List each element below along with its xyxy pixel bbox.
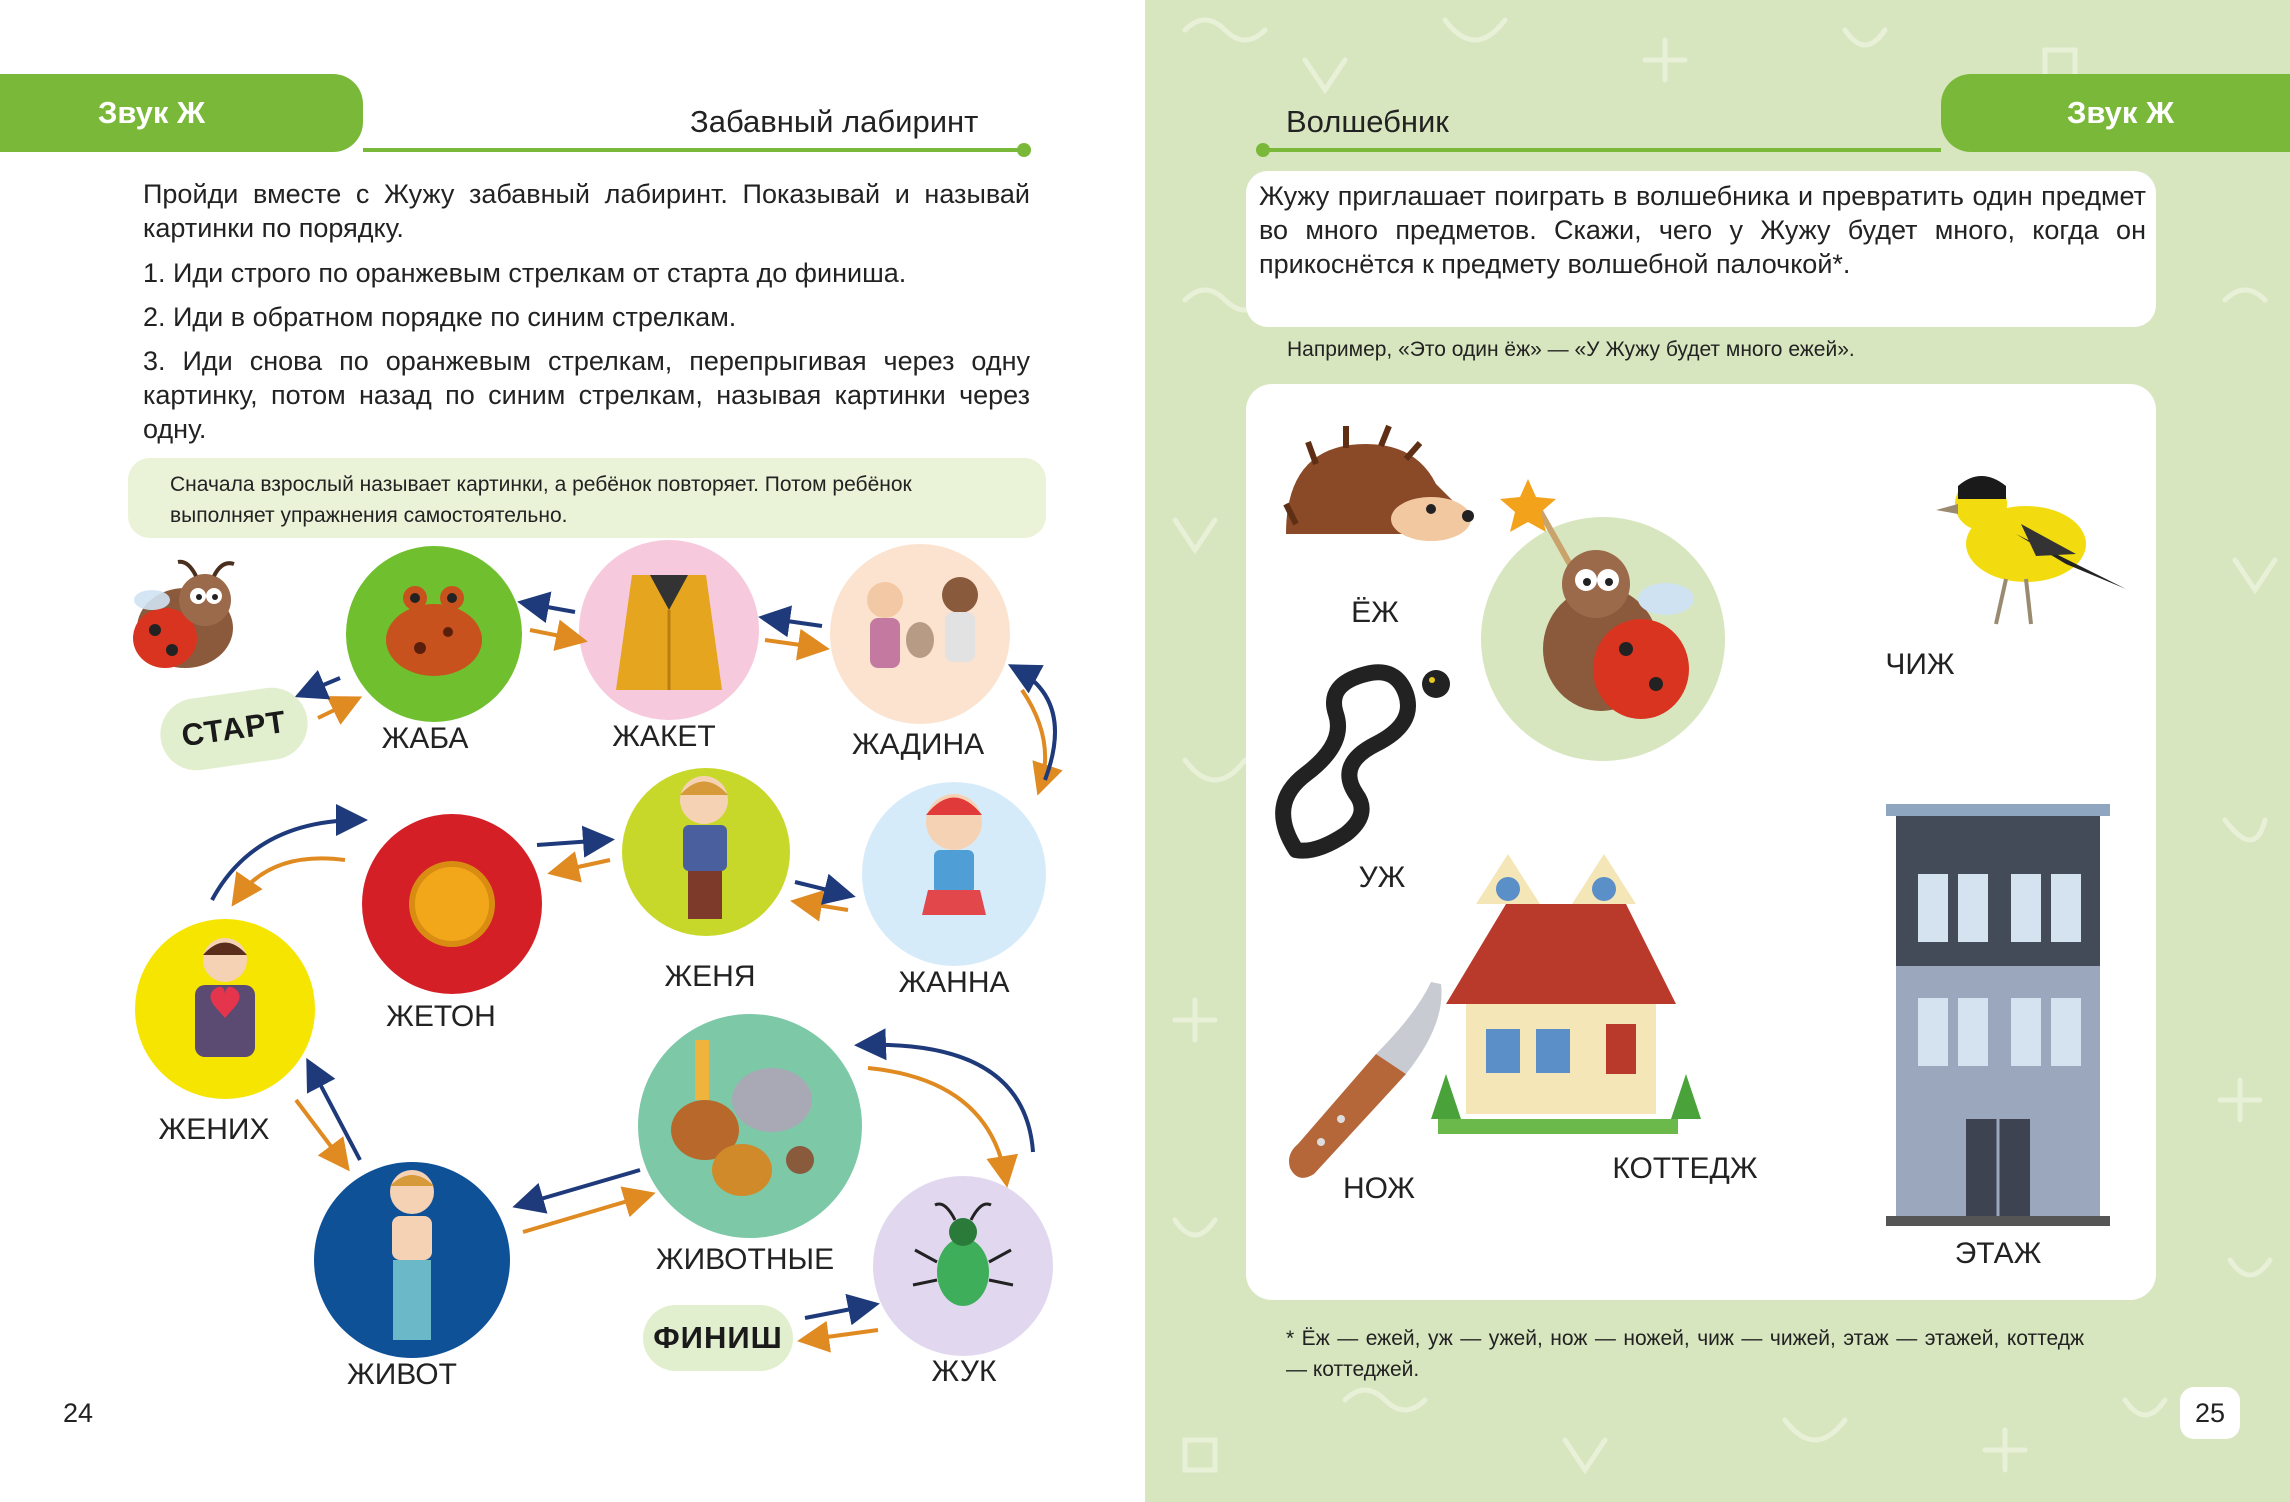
maze-label-zhadina: ЖАДИНА: [851, 728, 985, 761]
footnote: * Ёж — ежей, уж — ужей, нож — ножей, чиж — чижей, этаж — этажей, коттедж — коттеджей.: [1286, 1327, 2084, 1381]
maze-node-zhanna: [862, 782, 1046, 966]
maze-node-zhaba: [346, 546, 522, 722]
pic-label-chizh: ЧИЖ: [1885, 648, 1955, 681]
building-floor-icon: [1886, 804, 2110, 1226]
page-number-right: 25: [2180, 1387, 2240, 1439]
maze-intro: Пройди вместе с Жужу забавный лабиринт. Показывай и называй картинки по порядку.: [143, 179, 1030, 243]
maze-node-zhivotnye: [638, 1014, 862, 1238]
section-title: Забавный лабиринт: [690, 104, 979, 139]
pic-label-kottedzh: КОТТЕДЖ: [1612, 1152, 1758, 1185]
section-title-right: Волшебник: [1286, 104, 1449, 139]
maze-node-zhenya: [622, 768, 790, 936]
maze-step-2: 2. Иди в обратном порядке по синим стрелкам.: [143, 302, 737, 332]
maze-node-zhadina: [830, 544, 1010, 724]
knife-icon: [1289, 982, 1442, 1178]
maze-label-zhaket: ЖАКЕТ: [612, 720, 716, 753]
pic-label-etazh: ЭТАЖ: [1954, 1237, 2042, 1270]
siskin-bird-icon: [1936, 476, 2126, 624]
start-badge: СТАРТ: [156, 683, 313, 775]
maze-node-zhaket: [579, 540, 759, 720]
maze-label-zhivotnye: ЖИВОТНЫЕ: [655, 1243, 835, 1276]
maze-node-zhivot: [314, 1162, 510, 1358]
hedgehog-icon: [1286, 426, 1474, 541]
maze-label-zhivot: ЖИВОТ: [347, 1358, 457, 1391]
title-rule-right: [1261, 148, 1941, 152]
zhuzhu-with-wand-icon: [1481, 479, 1725, 761]
maze-node-zhenikh: [135, 919, 315, 1099]
pic-label-ezh: ЁЖ: [1351, 596, 1399, 629]
example-text: Например, «Это один ёж» — «У Жужу будет много ежей».: [1287, 338, 1855, 361]
sound-tab-left: Звук Ж: [0, 74, 363, 152]
title-rule-dot-right: [1256, 143, 1270, 157]
sound-tab-right: Звук Ж: [1941, 74, 2290, 152]
maze-label-zheton: ЖЕТОН: [386, 1000, 496, 1033]
maze-step-3: 3. Иди снова по оранжевым стрелкам, перепрыгивая через одну картинку, потом назад по синим стрелкам, называя картинки через одну.: [143, 346, 1030, 444]
maze-label-zhaba: ЖАБА: [381, 722, 469, 755]
finish-badge: ФИНИШ: [643, 1305, 793, 1371]
pic-label-nozh: НОЖ: [1342, 1172, 1416, 1205]
page-number-left: 24: [63, 1398, 94, 1428]
maze-step-1: 1. Иди строго по оранжевым стрелкам от старта до финиша.: [143, 258, 907, 288]
pic-label-uzh: УЖ: [1358, 861, 1406, 894]
adult-note: Сначала взрослый называет картинки, а ребёнок повторяет. Потом ребёнок выполняет упражнения самостоятельно.: [128, 458, 1046, 538]
grass-snake-icon: [1283, 670, 1450, 851]
maze-label-zhuk: ЖУК: [931, 1355, 997, 1388]
maze-label-zhenikh: ЖЕНИХ: [158, 1113, 270, 1146]
maze-node-zhuk: [873, 1176, 1053, 1356]
cottage-icon: [1431, 854, 1701, 1134]
wizard-intro: Жужу приглашает поиграть в волшебника и превратить один предмет во много предметов. Скажи, чего у Жужу будет много, когда он прикоснётся к предмету волшебной палочкой*.: [1246, 171, 2156, 327]
zhuzhu-beetle-icon: [133, 562, 234, 668]
maze-node-zheton: [362, 814, 542, 994]
maze-label-zhenya: ЖЕНЯ: [664, 960, 756, 993]
maze-label-zhanna: ЖАННА: [898, 966, 1010, 999]
